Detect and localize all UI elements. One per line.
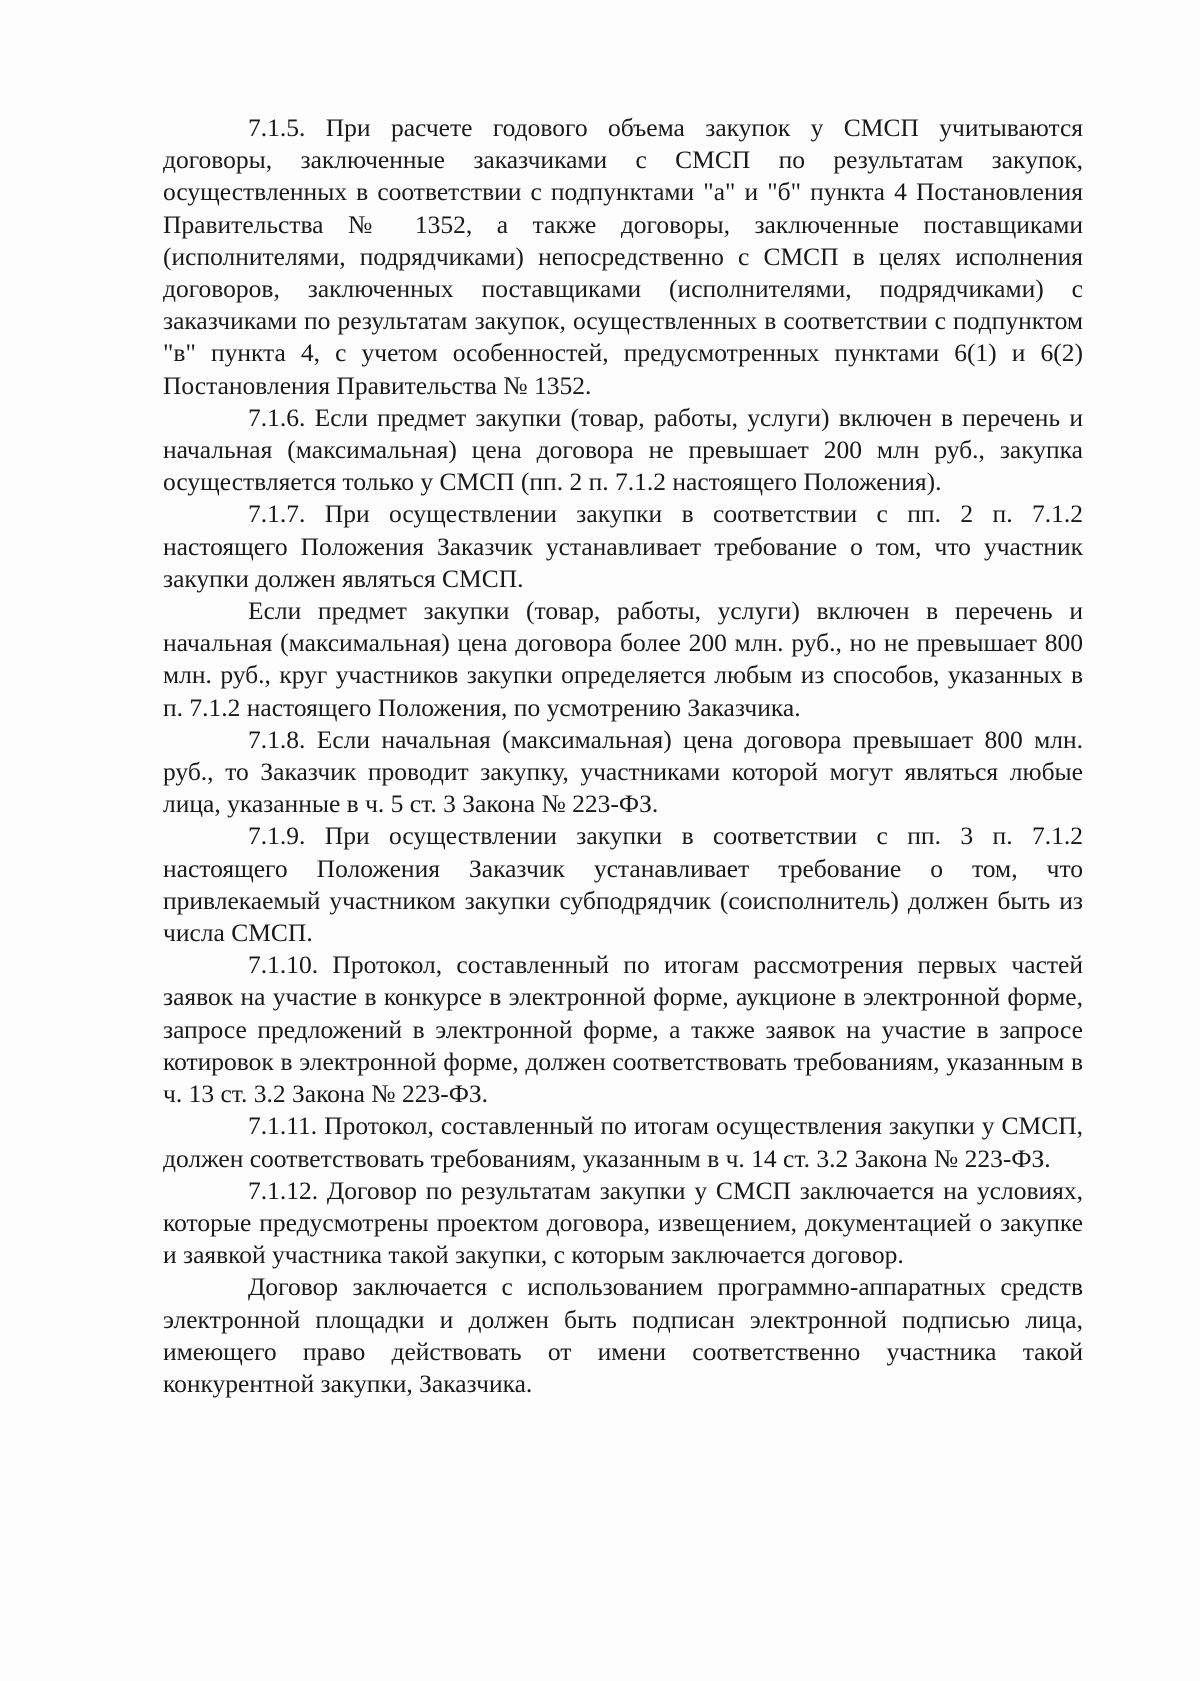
paragraph-7-1-5: 7.1.5. При расчете годового объема закупок у СМСП учитываются договоры, заключенные заказчиками с СМСП по результатам закупок, осуществленных в соответствии с подпунктами "а" и "б" пункта 4 Постановления Правительства № 1352, а также договоры, заключенные поставщиками (исполнителями, подрядчиками) непосредственно с СМСП в целях исполнения договоров, заключенных поставщиками (исполнителями, подрядчиками) с заказчиками по результатам закупок, осуществленных в соответствии с подпунктом "в" пункта 4, с учетом особенностей, предусмотренных пунктами 6(1) и 6(2) Постановления Правительства № 1352. (163, 113, 1083, 400)
paragraph-7-1-9: 7.1.9. При осуществлении закупки в соответствии с пп. 3 п. 7.1.2 настоящего Положения Заказчик устанавливает требование о том, что привлекаемый участником закупки субподрядчик (соисполнитель) должен быть из числа СМСП. (163, 821, 1083, 948)
paragraph-7-1-12-continuation: Договор заключается с использованием программно-аппаратных средств электронной площадки и должен быть подписан электронной подписью лица, имеющего право действовать от имени соответственно участника такой конкурентной закупки, Заказчика. (163, 1272, 1083, 1398)
paragraph-7-1-10: 7.1.10. Протокол, составленный по итогам рассмотрения первых частей заявок на участие в конкурсе в электронной форме, аукционе в электронной форме, запросе предложений в электронной форме, а также заявок на участие в запросе котировок в электронной форме, должен соответствовать требованиям, указанным в ч. 13 ст. 3.2 Закона № 223-ФЗ. (163, 950, 1083, 1109)
document-body (163, 112, 1083, 1400)
paragraph-7-1-8: 7.1.8. Если начальная (максимальная) цена договора превышает 800 млн. руб., то Заказчик проводит закупку, участниками которой могут являться любые лица, указанные в ч. 5 ст. 3 Закона № 223-ФЗ. (163, 724, 1083, 819)
paragraph-7-1-7: 7.1.7. При осуществлении закупки в соответствии с пп. 2 п. 7.1.2 настоящего Положения Заказчик устанавливает требование о том, что участник закупки должен являться СМСП. (163, 499, 1083, 593)
paragraph-7-1-11: 7.1.11. Протокол, составленный по итогам осуществления закупки у СМСП, должен соответствовать требованиям, указанным в ч. 14 ст. 3.2 Закона № 223-ФЗ. (163, 1111, 1083, 1173)
paragraph-7-1-6: 7.1.6. Если предмет закупки (товар, работы, услуги) включен в перечень и начальная (максимальная) цена договора не превышает 200 млн руб., закупка осуществляется только у СМСП (пп. 2 п. 7.1.2 настоящего Положения). (163, 402, 1083, 497)
paragraph-7-1-7-continuation: Если предмет закупки (товар, работы, услуги) включен в перечень и начальная (максимальная) цена договора более 200 млн. руб., но не превышает 800 млн. руб., круг участников закупки определяется любым из способов, указанных в п. 7.1.2 настоящего Положения, по усмотрению Заказчика. (163, 596, 1083, 722)
paragraph-7-1-12: 7.1.12. Договор по результатам закупки у СМСП заключается на условиях, которые предусмотрены проектом договора, извещением, документацией о закупке и заявкой участника такой закупки, с которым заключается договор. (163, 1175, 1083, 1270)
